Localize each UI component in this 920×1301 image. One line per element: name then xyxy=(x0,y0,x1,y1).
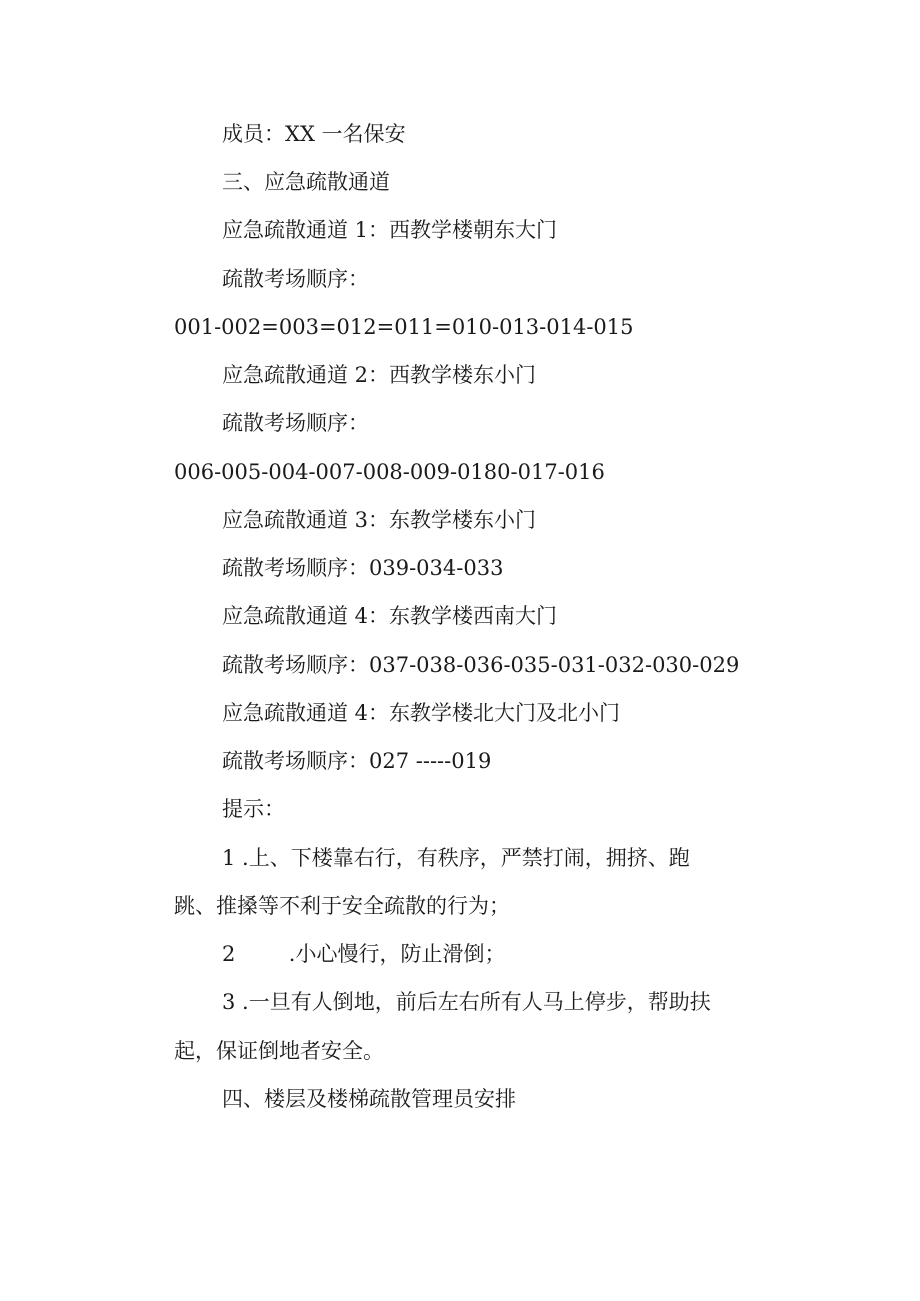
section-heading-evacuation-routes: 三、应急疏散通道 xyxy=(222,170,390,194)
tip-2: 2 .小心慢行，防止滑倒； xyxy=(222,942,506,966)
route-3-order: 疏散考场顺序：039-034-033 xyxy=(222,556,504,580)
tip-3-line-2: 起，保证倒地者安全。 xyxy=(174,1039,384,1063)
tips-heading: 提示： xyxy=(222,797,285,821)
tip-1-line-2: 跳、推搡等不利于安全疏散的行为； xyxy=(174,894,510,918)
members-line: 成员：XX 一名保安 xyxy=(222,122,406,146)
route-4-order: 疏散考场顺序：037-038-036-035-031-032-030-029 xyxy=(222,653,740,677)
route-1-title: 应急疏散通道 1：西教学楼朝东大门 xyxy=(222,218,558,242)
route-4b-title: 应急疏散通道 4：东教学楼北大门及北小门 xyxy=(222,701,621,725)
route-1-order-values: 001-002=003=012=011=010-013-014-015 xyxy=(174,315,634,339)
route-2-order-label: 疏散考场顺序： xyxy=(222,411,369,435)
tip-3-line-1: 3 .一旦有人倒地，前后左右所有人马上停步，帮助扶 xyxy=(222,990,711,1014)
route-2-title: 应急疏散通道 2：西教学楼东小门 xyxy=(222,363,537,387)
route-4-title: 应急疏散通道 4：东教学楼西南大门 xyxy=(222,604,558,628)
tip-1-line-1: 1 .上、下楼靠右行，有秩序，严禁打闹，拥挤、跑 xyxy=(222,846,690,870)
route-3-title: 应急疏散通道 3：东教学楼东小门 xyxy=(222,508,537,532)
route-1-order-label: 疏散考场顺序： xyxy=(222,267,369,291)
route-2-order-values: 006-005-004-007-008-009-0180-017-016 xyxy=(174,460,605,484)
section-heading-floor-managers: 四、楼层及楼梯疏散管理员安排 xyxy=(222,1087,516,1111)
route-4b-order: 疏散考场顺序：027 -----019 xyxy=(222,749,492,773)
